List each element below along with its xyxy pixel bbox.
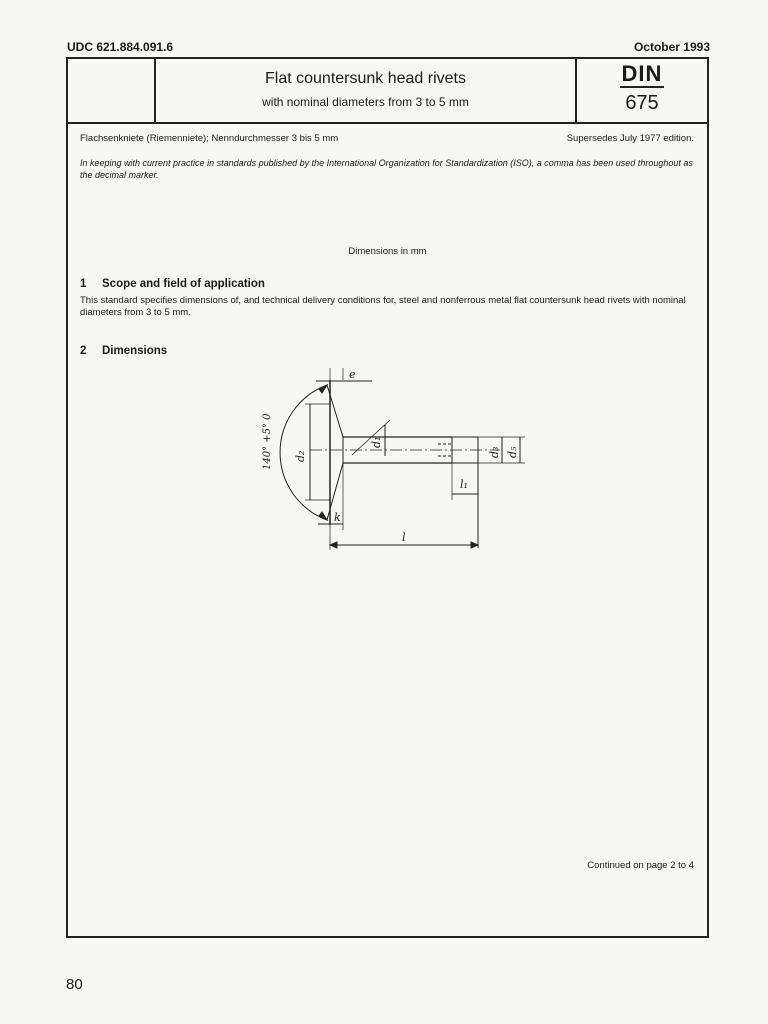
- label-d5: d₅: [506, 446, 519, 458]
- section-2-number: 2: [80, 345, 87, 357]
- section-1-number: 1: [80, 278, 87, 290]
- document-title: Flat countersunk head rivets: [265, 70, 466, 87]
- l-arrow-left: [330, 542, 337, 548]
- label-k: k: [334, 511, 341, 524]
- label-d1: d₁: [370, 436, 383, 448]
- l-arrow-right: [471, 542, 478, 548]
- label-d3: d₃: [488, 446, 501, 458]
- section-2-title: Dimensions: [102, 345, 168, 357]
- label-l: l: [402, 531, 406, 544]
- section-1-body: This standard specifies dimensions of, and technical delivery conditions for, steel and nonferrous metal flat countersunk head rivets with nominal diameters from 3 to 5 mm.: [80, 295, 686, 318]
- section-1-title: Scope and field of application: [102, 278, 265, 290]
- label-angle: 140° +5° 0: [262, 413, 273, 470]
- decimal-marker-note: In keeping with current practice in standards published by the International Organization for Standardization (ISO), a comma has been used throughout as the decimal marker.: [80, 158, 693, 180]
- continued-note: Continued on page 2 to 4: [587, 860, 694, 871]
- dimensions-note: Dimensions in mm: [348, 246, 427, 257]
- din-label: DIN: [621, 61, 663, 86]
- document-subtitle: with nominal diameters from 3 to 5 mm: [262, 95, 469, 109]
- udc-code: UDC 621.884.091.6: [67, 40, 174, 54]
- label-e: e: [349, 368, 356, 381]
- publication-date: October 1993: [633, 40, 710, 54]
- german-title: Flachsenkniete (Riemenniete); Nenndurchmesser 3 bis 5 mm: [80, 133, 339, 144]
- label-l1: l₁: [460, 478, 468, 491]
- page-number: 80: [66, 976, 83, 993]
- din-number: 675: [625, 92, 659, 114]
- supersedes-note: Supersedes July 1977 edition.: [566, 133, 694, 144]
- label-d2: d₂: [294, 450, 307, 462]
